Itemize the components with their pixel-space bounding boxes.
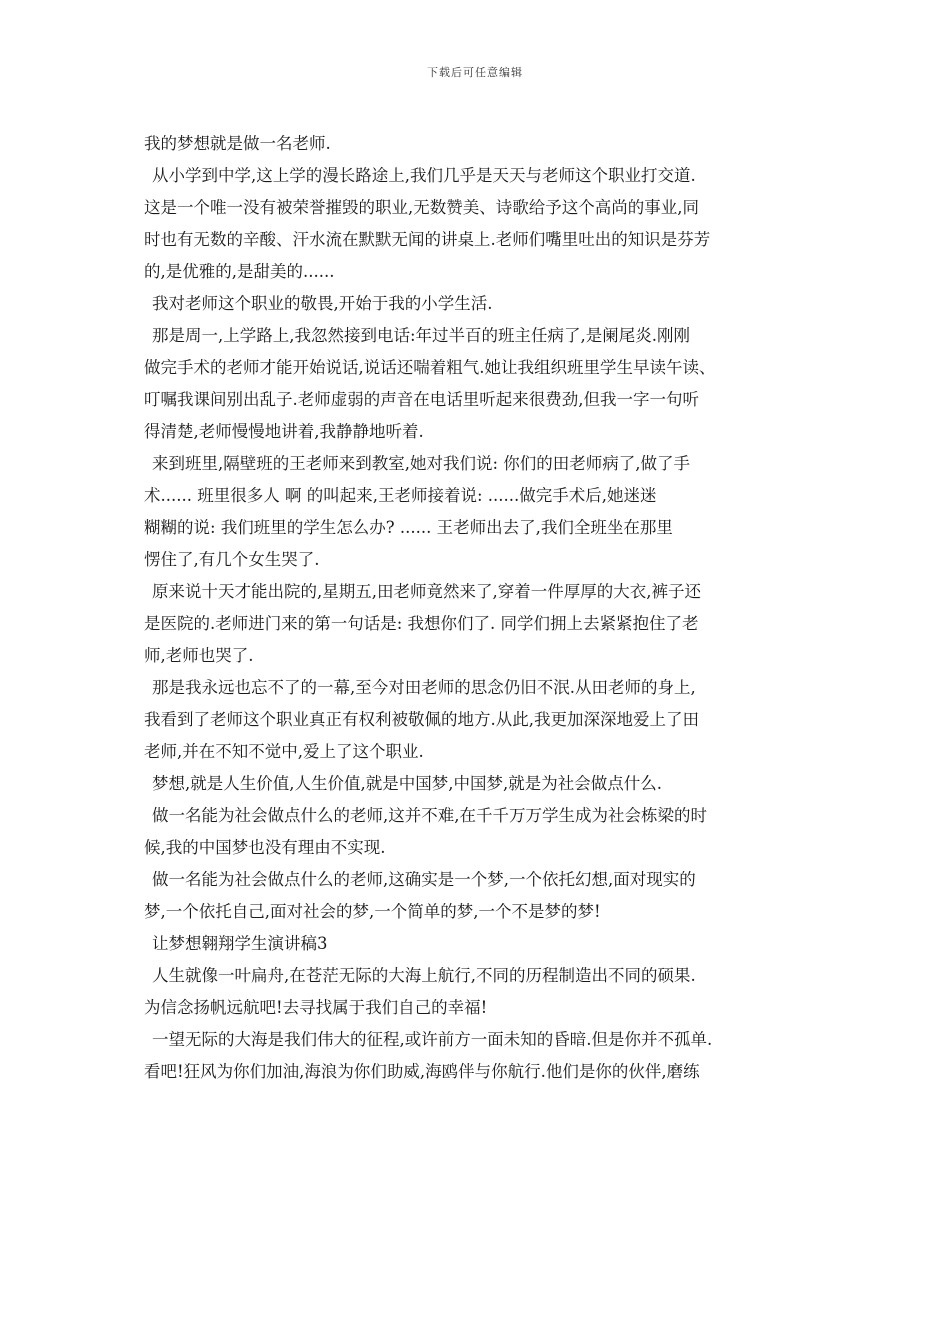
text-line: 时也有无数的辛酸、汗水流在默默无闻的讲桌上.老师们嘴里吐出的知识是芬芳 (144, 230, 711, 249)
text-line: 老师,并在不知不觉中,爱上了这个职业. (144, 742, 424, 761)
text-line: 糊糊的说: 我们班里的学生怎么办? ...... 王老师出去了,我们全班坐在那里 (144, 518, 673, 537)
text-line: 梦,一个依托自己,面对社会的梦,一个简单的梦,一个不是梦的梦! (144, 902, 601, 921)
text-line: 我的梦想就是做一名老师. (144, 134, 331, 153)
text-line: 术...... 班里很多人 啊 的叫起来,王老师接着说: ......做完手术后,她迷迷 (144, 486, 657, 505)
text-line: 做一名能为社会做点什么的老师,这确实是一个梦,一个依托幻想,面对现实的 (152, 870, 696, 889)
text-line: 来到班里,隔壁班的王老师来到教室,她对我们说: 你们的田老师病了,做了手 (152, 454, 691, 473)
text-line: 一望无际的大海是我们伟大的征程,或许前方一面未知的昏暗.但是你并不孤单. (152, 1030, 713, 1049)
text-line: 那是周一,上学路上,我忽然接到电话:年过半百的班主任病了,是阑尾炎.刚刚 (152, 326, 691, 345)
text-line: 为信念扬帆远航吧!去寻找属于我们自己的幸福! (144, 998, 488, 1017)
text-line: 做一名能为社会做点什么的老师,这并不难,在千千万万学生成为社会栋梁的时 (152, 806, 707, 825)
text-line: 是医院的.老师进门来的第一句话是: 我想你们了. 同学们拥上去紧紧抱住了老 (144, 614, 699, 633)
text-line: 的,是优雅的,是甜美的...... (144, 262, 335, 281)
text-line: 愣住了,有几个女生哭了. (144, 550, 320, 569)
text-line: 那是我永远也忘不了的一幕,至今对田老师的思念仍旧不泯.从田老师的身上, (152, 678, 696, 697)
text-line: 梦想,就是人生价值,人生价值,就是中国梦,中国梦,就是为社会做点什么. (152, 774, 662, 793)
text-line: 原来说十天才能出院的,星期五,田老师竟然来了,穿着一件厚厚的大衣,裤子还 (152, 582, 701, 601)
text-line: 让梦想翱翔学生演讲稿3 (152, 934, 328, 953)
text-line: 师,老师也哭了. (144, 646, 254, 665)
text-line: 从小学到中学,这上学的漫长路途上,我们几乎是天天与老师这个职业打交道. (152, 166, 696, 185)
document-body (144, 128, 814, 1088)
page-header: 下载后可任意编辑 (427, 66, 523, 79)
text-line: 我看到了老师这个职业真正有权利被敬佩的地方.从此,我更加深深地爱上了田 (144, 710, 699, 729)
text-line: 做完手术的老师才能开始说话,说话还喘着粗气.她让我组织班里学生早读午读、 (144, 358, 716, 377)
text-line: 得清楚,老师慢慢地讲着,我静静地听着. (144, 422, 424, 441)
text-line: 叮嘱我课间别出乱子.老师虚弱的声音在电话里听起来很费劲,但我一字一句听 (144, 390, 699, 409)
text-line: 这是一个唯一没有被荣誉摧毁的职业,无数赞美、诗歌给予这个高尚的事业,同 (144, 198, 699, 217)
text-line: 我对老师这个职业的敬畏,开始于我的小学生活. (152, 294, 493, 313)
text-line: 候,我的中国梦也没有理由不实现. (144, 838, 386, 857)
text-line: 看吧!狂风为你们加油,海浪为你们助威,海鸥伴与你航行.他们是你的伙伴,磨练 (144, 1062, 700, 1081)
text-line: 人生就像一叶扁舟,在苍茫无际的大海上航行,不同的历程制造出不同的硕果. (152, 966, 696, 985)
